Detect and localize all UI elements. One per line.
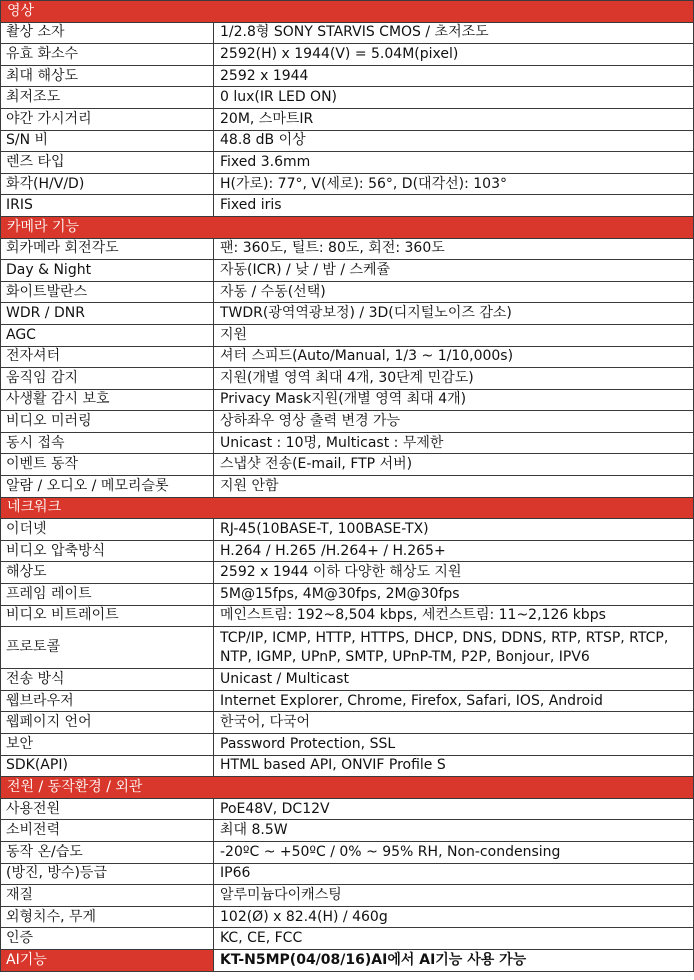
spec-label: 촬상 소자 [1, 22, 214, 44]
spec-row [1, 949, 694, 971]
spec-label: 알람 / 오디오 / 메모리슬롯 [1, 476, 214, 498]
spec-row [1, 690, 694, 712]
spec-label: 소비전력 [1, 820, 214, 842]
spec-row [1, 108, 694, 130]
spec-row [1, 152, 694, 174]
spec-row [1, 411, 694, 433]
spec-value: 한국어, 다국어 [214, 712, 694, 734]
spec-label: 보안 [1, 734, 214, 756]
spec-row [1, 260, 694, 282]
spec-label: SDK(API) [1, 755, 214, 777]
spec-row [1, 130, 694, 152]
spec-label: 전송 방식 [1, 669, 214, 691]
spec-label: WDR / DNR [1, 303, 214, 325]
spec-value: -20ºC ~ +50ºC / 0% ~ 95% RH, Non-condensing [214, 841, 694, 863]
spec-value: Fixed 3.6mm [214, 152, 694, 174]
spec-label: 외형치수, 무게 [1, 906, 214, 928]
spec-row [1, 173, 694, 195]
spec-row [1, 734, 694, 756]
spec-value: 2592 x 1944 [214, 65, 694, 87]
spec-row [1, 863, 694, 885]
spec-row [1, 540, 694, 562]
spec-value: KC, CE, FCC [214, 928, 694, 950]
spec-label: 야간 가시거리 [1, 108, 214, 130]
spec-label: 최대 해상도 [1, 65, 214, 87]
section-header [1, 216, 694, 238]
spec-value: TWDR(광역역광보정) / 3D(디지털노이즈 감소) [214, 303, 694, 325]
spec-row [1, 885, 694, 907]
spec-value: 알루미늄다이캐스팅 [214, 885, 694, 907]
spec-label: 비디오 압축방식 [1, 540, 214, 562]
spec-value: 1/2.8형 SONY STARVIS CMOS / 초저조도 [214, 22, 694, 44]
spec-label: (방진, 방수)등급 [1, 863, 214, 885]
spec-label: 웹페이지 언어 [1, 712, 214, 734]
spec-value: Privacy Mask지원(개별 영역 최대 4개) [214, 389, 694, 411]
section-header [1, 777, 694, 799]
spec-label: 비디오 비트레이트 [1, 605, 214, 627]
spec-label: 움직임 감지 [1, 368, 214, 390]
spec-value: 지원 안함 [214, 476, 694, 498]
spec-label: 렌즈 타입 [1, 152, 214, 174]
spec-label: 최저조도 [1, 87, 214, 109]
spec-row [1, 195, 694, 217]
spec-label: 이더넷 [1, 519, 214, 541]
spec-row [1, 669, 694, 691]
spec-value: 최대 8.5W [214, 820, 694, 842]
spec-value: 0 lux(IR LED ON) [214, 87, 694, 109]
section-title: 카메라 기능 [1, 216, 694, 238]
spec-value: 팬: 360도, 틸트: 80도, 회전: 360도 [214, 238, 694, 260]
spec-row [1, 798, 694, 820]
spec-row [1, 454, 694, 476]
spec-row [1, 281, 694, 303]
spec-row [1, 87, 694, 109]
spec-label: 화이트발란스 [1, 281, 214, 303]
spec-label: 인증 [1, 928, 214, 950]
spec-label: AGC [1, 324, 214, 346]
spec-value: Fixed iris [214, 195, 694, 217]
spec-value: 상하좌우 영상 출력 변경 가능 [214, 411, 694, 433]
spec-table-body [1, 1, 694, 972]
spec-row [1, 432, 694, 454]
spec-value: KT-N5MP(04/08/16)AI에서 AI기능 사용 가능 [214, 949, 694, 971]
spec-row [1, 44, 694, 66]
spec-value: 102(Ø) x 82.4(H) / 460g [214, 906, 694, 928]
spec-row [1, 476, 694, 498]
spec-label: 화각(H/V/D) [1, 173, 214, 195]
spec-row [1, 928, 694, 950]
spec-label: 사용전원 [1, 798, 214, 820]
spec-value: 메인스트림: 192~8,504 kbps, 세컨스트림: 11~2,126 kbps [214, 605, 694, 627]
spec-label: 사생활 감시 보호 [1, 389, 214, 411]
spec-value: Password Protection, SSL [214, 734, 694, 756]
spec-row [1, 519, 694, 541]
spec-value: 2592 x 1944 이하 다양한 해상도 지원 [214, 562, 694, 584]
spec-label: 유효 화소수 [1, 44, 214, 66]
spec-label: 동작 온/습도 [1, 841, 214, 863]
spec-value: IP66 [214, 863, 694, 885]
spec-label: 비디오 미러링 [1, 411, 214, 433]
section-title: 영상 [1, 1, 694, 23]
spec-row [1, 22, 694, 44]
spec-value: RJ-45(10BASE-T, 100BASE-TX) [214, 519, 694, 541]
spec-label: 재질 [1, 885, 214, 907]
section-title: 전원 / 동작환경 / 외관 [1, 777, 694, 799]
spec-row [1, 303, 694, 325]
spec-row [1, 712, 694, 734]
spec-value: 48.8 dB 이상 [214, 130, 694, 152]
spec-row [1, 368, 694, 390]
spec-row [1, 346, 694, 368]
spec-value: 스냅샷 전송(E-mail, FTP 서버) [214, 454, 694, 476]
spec-value: 지원 [214, 324, 694, 346]
section-title: 네크워크 [1, 497, 694, 519]
spec-label: 동시 접속 [1, 432, 214, 454]
spec-row [1, 65, 694, 87]
spec-row [1, 841, 694, 863]
spec-row [1, 389, 694, 411]
spec-row [1, 562, 694, 584]
spec-value: PoE48V, DC12V [214, 798, 694, 820]
spec-row [1, 755, 694, 777]
spec-row [1, 584, 694, 606]
spec-value: 자동 / 수동(선택) [214, 281, 694, 303]
spec-label: IRIS [1, 195, 214, 217]
spec-label: 이벤트 동작 [1, 454, 214, 476]
spec-row [1, 906, 694, 928]
spec-label: 전자셔터 [1, 346, 214, 368]
spec-label: 웹브라우저 [1, 690, 214, 712]
spec-value: 자동(ICR) / 낮 / 밤 / 스케쥴 [214, 260, 694, 282]
spec-label: 프레임 레이트 [1, 584, 214, 606]
spec-label: 프로토콜 [1, 627, 214, 669]
spec-label: 해상도 [1, 562, 214, 584]
section-header [1, 497, 694, 519]
spec-label: S/N 비 [1, 130, 214, 152]
spec-value: HTML based API, ONVIF Profile S [214, 755, 694, 777]
spec-label: 회카메라 회전각도 [1, 238, 214, 260]
spec-value: H.264 / H.265 /H.264+ / H.265+ [214, 540, 694, 562]
spec-value: 셔터 스피드(Auto/Manual, 1/3 ~ 1/10,000s) [214, 346, 694, 368]
spec-value: Internet Explorer, Chrome, Firefox, Safari, IOS, Android [214, 690, 694, 712]
spec-row [1, 820, 694, 842]
spec-row [1, 627, 694, 669]
spec-label: Day & Night [1, 260, 214, 282]
spec-value: 2592(H) x 1944(V) = 5.04M(pixel) [214, 44, 694, 66]
spec-value: 지원(개별 영역 최대 4개, 30단계 민감도) [214, 368, 694, 390]
spec-label: AI기능 [1, 949, 214, 971]
spec-value: Unicast : 10명, Multicast : 무제한 [214, 432, 694, 454]
spec-value: Unicast / Multicast [214, 669, 694, 691]
spec-value: H(가로): 77°, V(세로): 56°, D(대각선): 103° [214, 173, 694, 195]
spec-row [1, 238, 694, 260]
spec-value: TCP/IP, ICMP, HTTP, HTTPS, DHCP, DNS, DDNS, RTP, RTSP, RTCP, NTP, IGMP, UPnP, SMTP, UPnP-TM, P2P, Bonjour, IPV6 [214, 627, 694, 669]
spec-value: 20M, 스마트IR [214, 108, 694, 130]
spec-row [1, 605, 694, 627]
spec-value: 5M@15fps, 4M@30fps, 2M@30fps [214, 584, 694, 606]
spec-row [1, 324, 694, 346]
section-header [1, 1, 694, 23]
